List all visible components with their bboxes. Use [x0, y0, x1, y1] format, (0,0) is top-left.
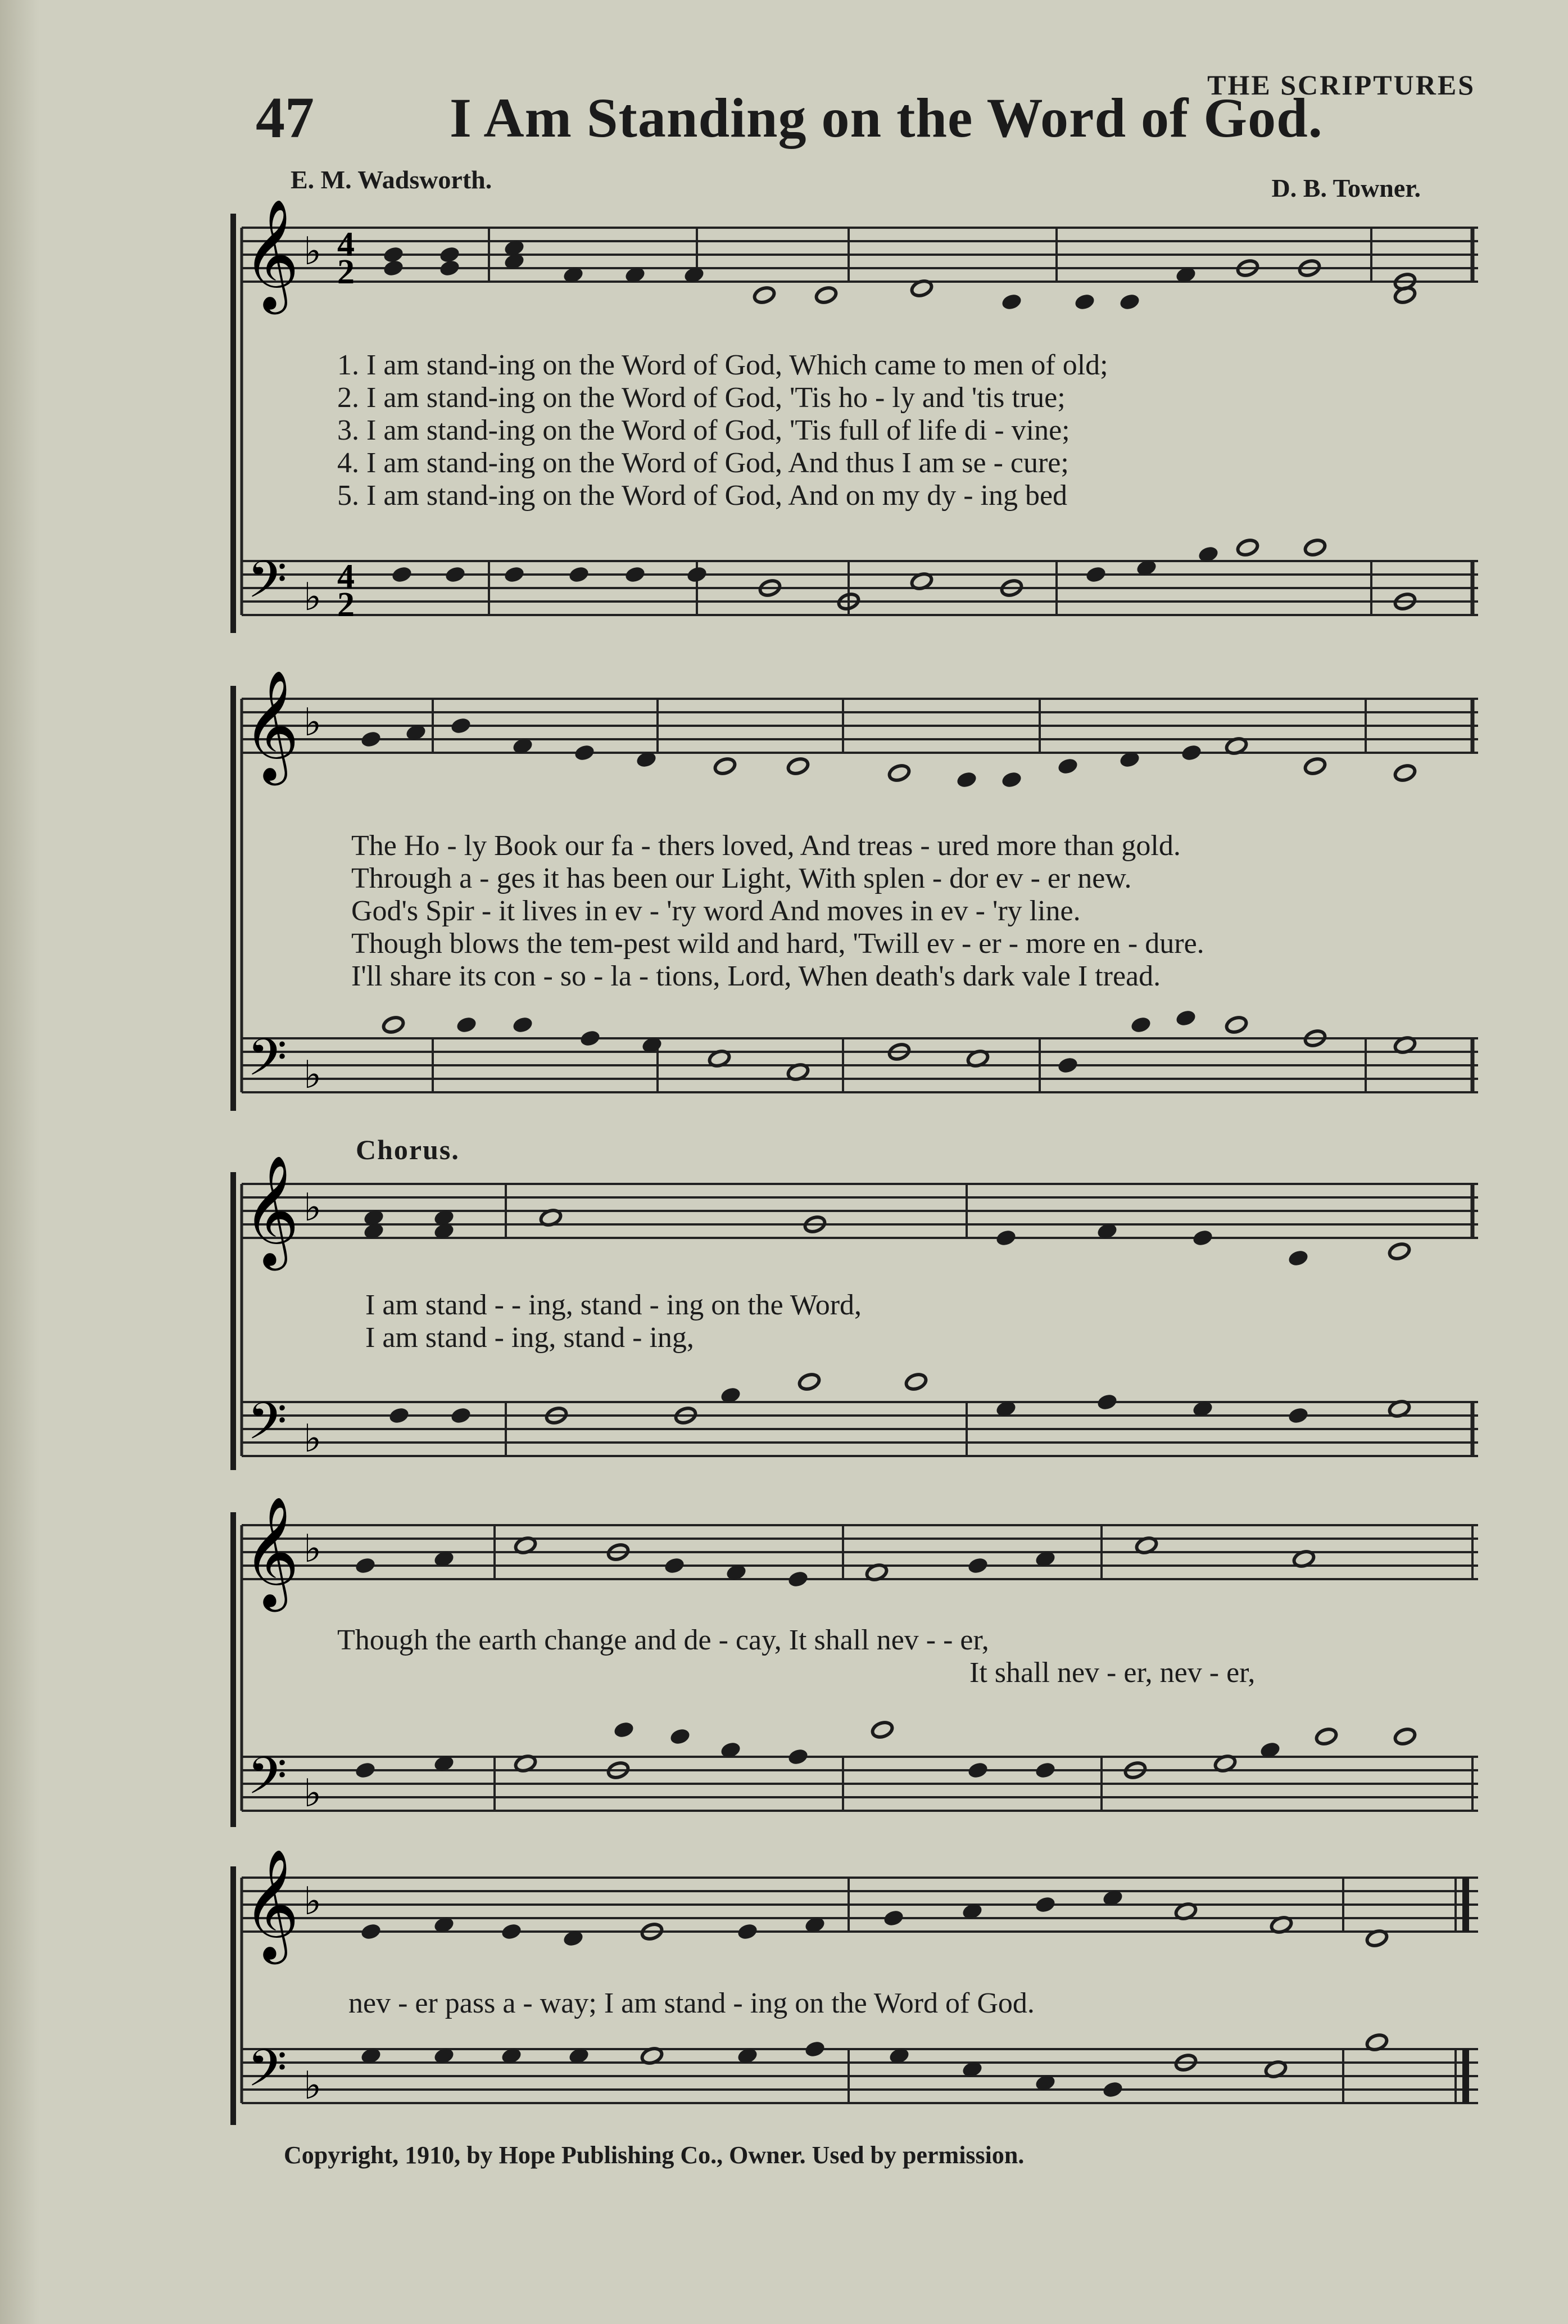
chorus-line-1-upper: I am stand - - ing, stand - ing on the Word,	[365, 1289, 862, 1321]
svg-text:4: 4	[337, 558, 355, 596]
verse-1-line-2: The Ho - ly Book our fa - thers loved, And treas - ured more than gold.	[351, 830, 1181, 862]
composer-credit: D. B. Towner.	[1271, 174, 1421, 202]
svg-text:𝄞: 𝄞	[243, 1496, 300, 1607]
svg-text:2: 2	[337, 253, 355, 291]
chorus-line-2-upper: Though the earth change and de - cay, It shall nev - - er,	[337, 1624, 989, 1656]
svg-text:𝄞: 𝄞	[243, 670, 300, 781]
svg-text:𝄞: 𝄞	[243, 198, 300, 310]
verse-5-line-1: 5. I am stand-ing on the Word of God, And on my dy - ing bed	[337, 480, 1068, 512]
verse-2-line-1: 2. I am stand-ing on the Word of God, 'Tis ho - ly and 'tis true;	[337, 382, 1066, 414]
svg-text:♭: ♭	[303, 1186, 322, 1230]
hymn-number: 47	[256, 85, 314, 150]
chorus-line-2-lower: It shall nev - er, nev - er,	[969, 1657, 1256, 1689]
svg-text:♭: ♭	[303, 1879, 322, 1924]
svg-text:♭: ♭	[303, 700, 322, 745]
svg-text:4: 4	[337, 225, 355, 264]
verse-1-line-1: 1. I am stand-ing on the Word of God, Which came to men of old;	[337, 349, 1108, 381]
verse-3-line-1: 3. I am stand-ing on the Word of God, 'Tis full of life di - vine;	[337, 414, 1070, 446]
chorus-line-3: nev - er pass a - way; I am stand - ing on the Word of God.	[348, 1987, 1035, 2019]
svg-text:♭: ♭	[303, 575, 322, 620]
verse-2-line-2: Through a - ges it has been our Light, With splen - dor ev - er new.	[351, 862, 1132, 894]
svg-text:♭: ♭	[303, 2064, 322, 2108]
svg-text:♭: ♭	[303, 1771, 322, 1816]
svg-text:2: 2	[337, 586, 355, 624]
svg-text:♭: ♭	[303, 229, 322, 274]
verse-4-line-2: Though blows the tem-pest wild and hard, 'Twill ev - er - more en - dure.	[351, 928, 1204, 960]
chorus-label: Chorus.	[356, 1134, 460, 1165]
verse-3-line-2: God's Spir - it lives in ev - 'ry word And moves in ev - 'ry line.	[351, 895, 1081, 927]
hymn-title: I Am Standing on the Word of God.	[450, 87, 1323, 149]
svg-text:𝄢: 𝄢	[247, 550, 287, 622]
copyright-notice: Copyright, 1910, by Hope Publishing Co., Owner. Used by permission.	[284, 2141, 1025, 2169]
svg-text:𝄢: 𝄢	[247, 1028, 287, 1100]
svg-text:𝄞: 𝄞	[243, 1155, 300, 1266]
svg-text:𝄢: 𝄢	[247, 2038, 287, 2110]
verse-4-line-1: 4. I am stand-ing on the Word of God, And thus I am se - cure;	[337, 447, 1069, 479]
svg-text:♭: ♭	[303, 1527, 322, 1571]
verse-5-line-2: I'll share its con - so - la - tions, Lord, When death's dark vale I tread.	[351, 960, 1161, 992]
svg-text:♭: ♭	[303, 1417, 322, 1461]
chorus-line-1-lower: I am stand - ing, stand - ing,	[365, 1322, 694, 1354]
hymn-topic: THE SCRIPTURES	[1207, 69, 1475, 101]
svg-text:𝄞: 𝄞	[243, 1848, 300, 1960]
svg-text:♭: ♭	[303, 1053, 322, 1097]
svg-text:𝄢: 𝄢	[247, 1391, 287, 1463]
svg-text:𝄢: 𝄢	[247, 1746, 287, 1818]
system-4	[230, 1496, 1478, 1827]
lyricist-credit: E. M. Wadsworth.	[291, 165, 492, 194]
